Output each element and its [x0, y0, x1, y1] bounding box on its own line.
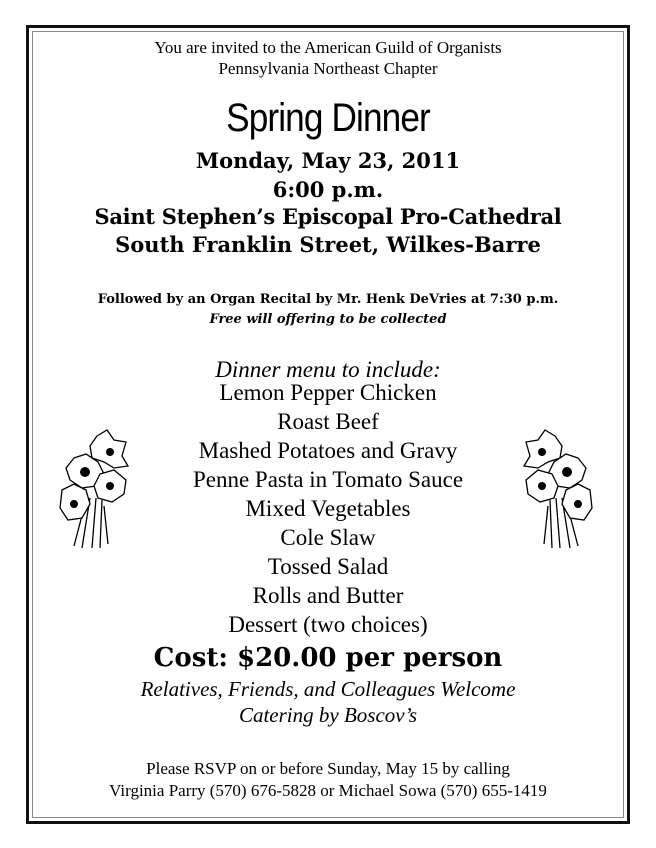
menu-item: Penne Pasta in Tomato Sauce — [192, 467, 464, 492]
menu-item: Lemon Pepper Chicken — [219, 380, 437, 405]
catering-note: Catering by Boscov’s — [238, 703, 418, 727]
page-title: Spring Dinner — [226, 96, 430, 140]
recital-note: Followed by an Organ Recital by Mr. Henk DeVries at 7:30 p.m. — [97, 292, 559, 307]
event-time: 6:00 p.m. — [272, 177, 384, 202]
menu-item: Dessert (two choices) — [228, 612, 428, 637]
flower-icon — [520, 428, 600, 548]
invite-line: You are invited to the American Guild of Organists — [154, 38, 502, 57]
menu-item: Cole Slaw — [280, 525, 376, 550]
offering-note: Free will offering to be collected — [209, 312, 447, 327]
flower-icon — [52, 428, 132, 548]
menu-item: Tossed Salad — [267, 554, 389, 579]
menu-item: Mashed Potatoes and Gravy — [198, 438, 458, 463]
event-address: South Franklin Street, Wilkes-Barre — [115, 232, 541, 257]
event-venue: Saint Stephen’s Episcopal Pro-Cathedral — [94, 204, 562, 229]
rsvp-line: Please RSVP on or before Sunday, May 15 by calling — [146, 759, 510, 778]
event-date: Monday, May 23, 2011 — [195, 148, 461, 173]
menu-item: Rolls and Butter — [252, 583, 404, 608]
menu-heading: Dinner menu to include: — [215, 357, 441, 382]
rsvp-contacts: Virginia Parry (570) 676-5828 or Michael Sowa (570) 655-1419 — [109, 781, 547, 800]
menu-item: Roast Beef — [277, 409, 379, 434]
welcome-note: Relatives, Friends, and Colleagues Welcome — [140, 677, 516, 701]
cost: Cost: $20.00 per person — [153, 643, 503, 673]
menu-item: Mixed Vegetables — [245, 496, 411, 521]
chapter-line: Pennsylvania Northeast Chapter — [218, 59, 438, 78]
